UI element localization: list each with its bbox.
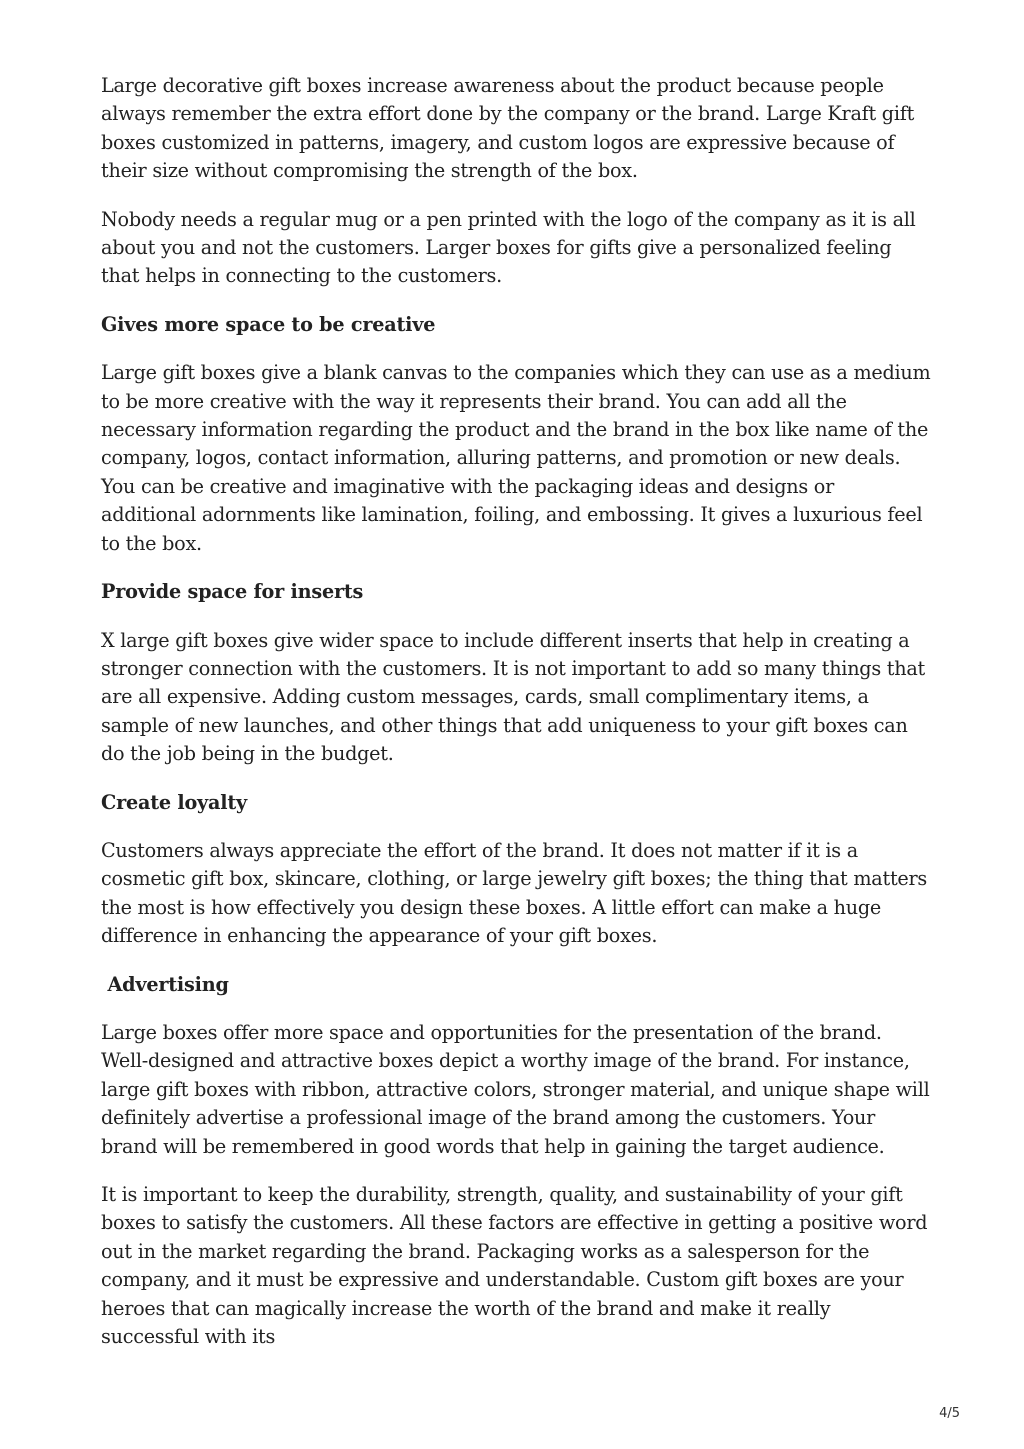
paragraph-creative: Large gift boxes give a blank canvas to the companies which they can use as a medium to be more creative with the way it represents their brand. You can add all the necessary information regarding the product and the brand in the box like name of the company, logos, contact information, alluring patterns, and promotion or new deals. You can be creative and imaginative with the packaging ideas and designs or additional adornments like lamination, foiling, and embossing. It gives a luxurious feel to the box. [101, 361, 931, 555]
paragraph-intro: Large decorative gift boxes increase awareness about the product because people always remember the extra effort done by the company or the brand. Large Kraft gift boxes customized in patterns, imagery, and custom logos are expressive because of their size without compromising the strength of the box. [101, 74, 915, 183]
paragraph-conclusion: It is important to keep the durability, strength, quality, and sustainability of your gift boxes to satisfy the customers. All these factors are effective in getting a positive word out in the market regarding the brand. Packaging works as a salesperson for the company, and it must be expressive and understandable. Custom gift boxes are your heroes that can magically increase the worth of the brand and make it really successful with its [101, 1183, 928, 1349]
paragraph-personalized: Nobody needs a regular mug or a pen printed with the logo of the company as it is all about you and not the customers. Larger boxes for gifts give a personalized feeling that helps in connecting to the customers. [101, 207, 916, 288]
article-body [101, 72, 931, 1371]
paragraph-advertising: Large boxes offer more space and opportunities for the presentation of the brand. Well-designed and attractive boxes depict a worthy image of the brand. For instance, large gift boxes with ribbon, attractive colors, stronger material, and unique shape will definitely advertise a professional image of the brand among the customers. Your brand will be remembered in good words that help in gaining the target audience. [101, 1020, 930, 1158]
heading-advertising: Advertising [101, 972, 229, 996]
paragraph-inserts: X large gift boxes give wider space to include different inserts that help in creating a stronger connection with the customers. It is not important to add so many things that are all expensive. Adding custom messages, cards, small complimentary items, a sample of new launches, and other things that add uniqueness to your gift boxes can do the job being in the budget. [101, 628, 925, 766]
page-number: 4/5 [939, 1406, 960, 1421]
paragraph-loyalty: Customers always appreciate the effort of the brand. It does not matter if it is a cosmetic gift box, skincare, clothing, or large jewelry gift boxes; the thing that matters the most is how effectively you design these boxes. A little effort can make a huge difference in enhancing the appearance of your gift boxes. [101, 838, 928, 948]
heading-inserts: Provide space for inserts [101, 580, 364, 604]
heading-loyalty: Create loyalty [101, 790, 247, 814]
heading-creative: Gives more space to be creative [101, 312, 436, 336]
